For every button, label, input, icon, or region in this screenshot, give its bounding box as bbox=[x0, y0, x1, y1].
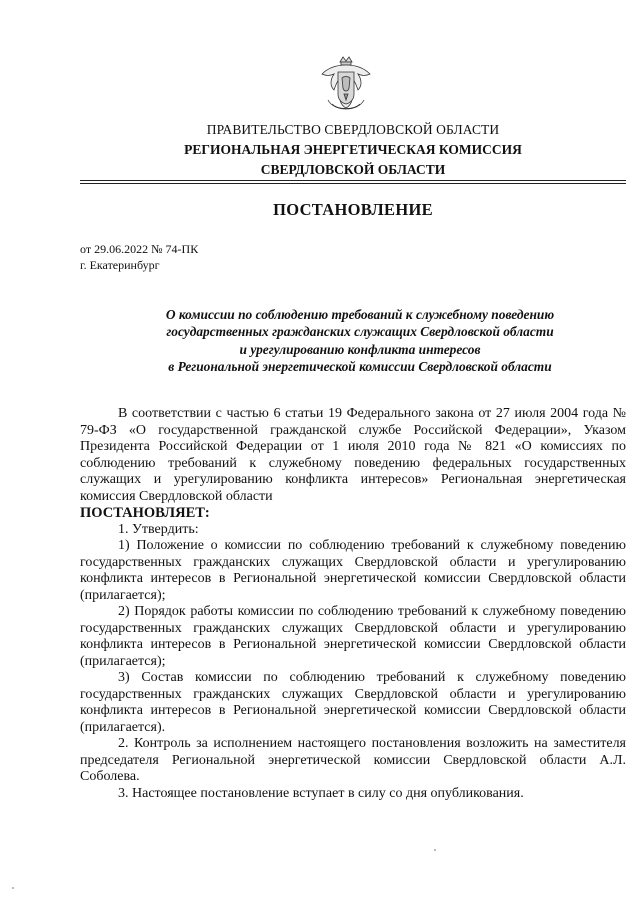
clause-3: 3. Настоящее постановление вступает в силу со дня опубликования. bbox=[118, 785, 524, 801]
scan-speck bbox=[434, 849, 436, 851]
header-commission-name: РЕГИОНАЛЬНАЯ ЭНЕРГЕТИЧЕСКАЯ КОМИССИЯ bbox=[184, 142, 522, 157]
clause-1-1: 1) Положение о комиссии по соблюдению требований к служебному поведению государственных гражданских служащих Свердловской области и урегулированию конфликта интересов в Региональной энергетической комиссии Свердловской области (прилагается); bbox=[80, 538, 626, 603]
document-body bbox=[80, 406, 626, 802]
subject-line: в Региональной энергетической комиссии Свердловской области bbox=[168, 359, 552, 375]
subject-line: государственных гражданских служащих Свердловской области bbox=[166, 324, 554, 340]
clause-1-2: 2) Порядок работы комиссии по соблюдению требований к служебному поведению государственных гражданских служащих Свердловской области и урегулированию конфликта интересов в Региональной энергетической комиссии Свердловской области (прилагается); bbox=[80, 604, 626, 669]
document-subject bbox=[110, 306, 610, 376]
subject-line: О комиссии по соблюдению требований к служебному поведению bbox=[165, 307, 555, 322]
header-divider-thin bbox=[80, 183, 626, 184]
scan-speck bbox=[12, 887, 14, 889]
preamble-paragraph: В соответствии с частью 6 статьи 19 Федерального закона от 27 июля 2004 года № 79-ФЗ «О государственной гражданской службе Российской Федерации», Указом Президента Российской Федерации от 1 июля 2010 года № 821 «О комиссиях по соблюдению требований к служебному поведению федеральных государственных служащих и урегулированию конфликта интересов» Региональная энергетическая комиссия Свердловской области bbox=[80, 406, 626, 504]
clause-1-3: 3) Состав комиссии по соблюдению требований к служебному поведению государственных гражданских служащих Свердловской области и урегулированию конфликта интересов в Региональной энергетической комиссии Свердловской области (прилагается). bbox=[80, 670, 626, 735]
clause-2: 2. Контроль за исполнением настоящего постановления возложить на заместителя председателя Региональной энергетической комиссии Свердловской области А.Л. Соболева. bbox=[80, 736, 626, 784]
header-divider-thick bbox=[80, 180, 626, 181]
resolves-heading: ПОСТАНОВЛЯЕТ: bbox=[80, 505, 210, 521]
document-type-title: ПОСТАНОВЛЕНИЕ bbox=[273, 200, 433, 219]
clause-1: 1. Утвердить: bbox=[118, 521, 199, 537]
document-place: г. Екатеринбург bbox=[80, 258, 160, 272]
document-date-number: от 29.06.2022 № 74-ПК bbox=[80, 242, 199, 256]
header-region-name: СВЕРДЛОВСКОЙ ОБЛАСТИ bbox=[260, 162, 446, 177]
subject-line: и урегулированию конфликта интересов bbox=[239, 341, 481, 357]
header-government-name: ПРАВИТЕЛЬСТВО СВЕРДЛОВСКОЙ ОБЛАСТИ bbox=[206, 122, 500, 137]
coat-of-arms-emblem bbox=[318, 54, 374, 116]
